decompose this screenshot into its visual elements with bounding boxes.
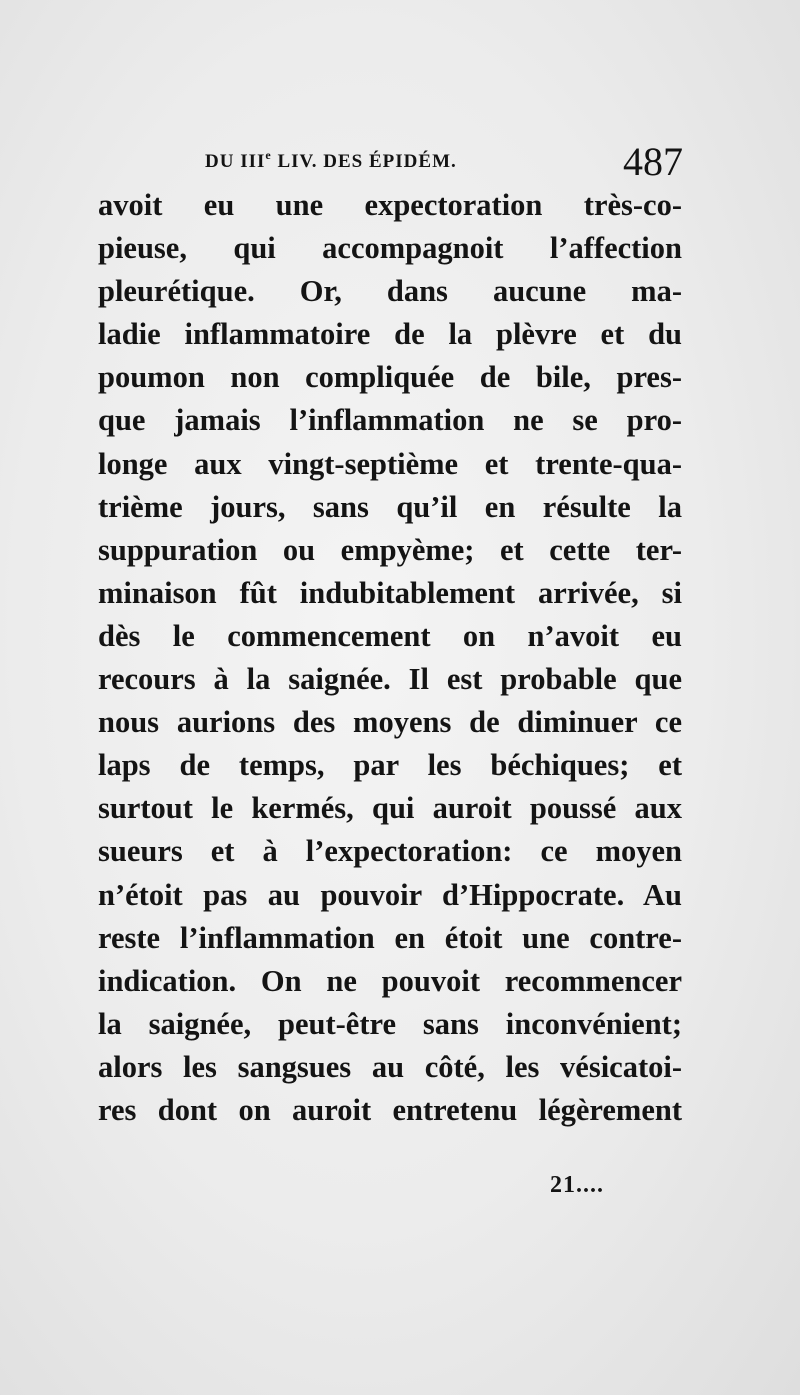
text-line: sueurs et à l’expectoration: ce moyen [98, 834, 682, 869]
text-line: surtout le kermés, qui auroit poussé aux [98, 791, 682, 826]
text-line: res dont on auroit entretenu légèrement [98, 1092, 682, 1127]
body-text [98, 184, 682, 1132]
text-line: avoit eu une expectoration très-co- [98, 188, 682, 222]
page-number: 487 [623, 139, 683, 184]
catchword: 21.... [550, 1172, 604, 1198]
text-line: laps de temps, par les béchiques; et [98, 748, 682, 783]
text-line: nous aurions des moyens de diminuer ce [98, 705, 682, 740]
text-line: alors les sangsues au côté, les vésicatoi- [98, 1049, 682, 1084]
running-head-prefix: DU III [205, 151, 266, 172]
text-line: dès le commencement on n’avoit eu [98, 618, 682, 653]
text-line: reste l’inflammation en étoit une contre- [98, 920, 682, 955]
text-line: que jamais l’inflammation ne se pro- [98, 403, 682, 438]
running-head-title [205, 148, 457, 173]
text-line: suppuration ou empyème; et cette ter- [98, 532, 682, 567]
running-head-superscript: e [265, 148, 272, 162]
text-line: pieuse, qui accompagnoit l’affection [98, 231, 682, 266]
running-head-suffix: LIV. DES ÉPIDÉM. [271, 151, 457, 172]
text-line: pleurétique. Or, dans aucune ma- [98, 274, 682, 309]
running-head [205, 139, 685, 184]
text-line: recours à la saignée. Il est probable que [98, 662, 682, 697]
text-line: indication. On ne pouvoit recommencer [98, 963, 682, 998]
text-line: longe aux vingt-septième et trente-qua- [98, 446, 682, 481]
text-line: la saignée, peut-être sans inconvénient; [98, 1006, 682, 1041]
text-line: n’étoit pas au pouvoir d’Hippocrate. Au [98, 877, 682, 912]
text-line: poumon non compliquée de bile, pres- [98, 360, 682, 395]
text-line: ladie inflammatoire de la plèvre et du [98, 317, 682, 352]
text-line: minaison fût indubitablement arrivée, si [98, 575, 682, 610]
text-line: trième jours, sans qu’il en résulte la [98, 489, 682, 524]
